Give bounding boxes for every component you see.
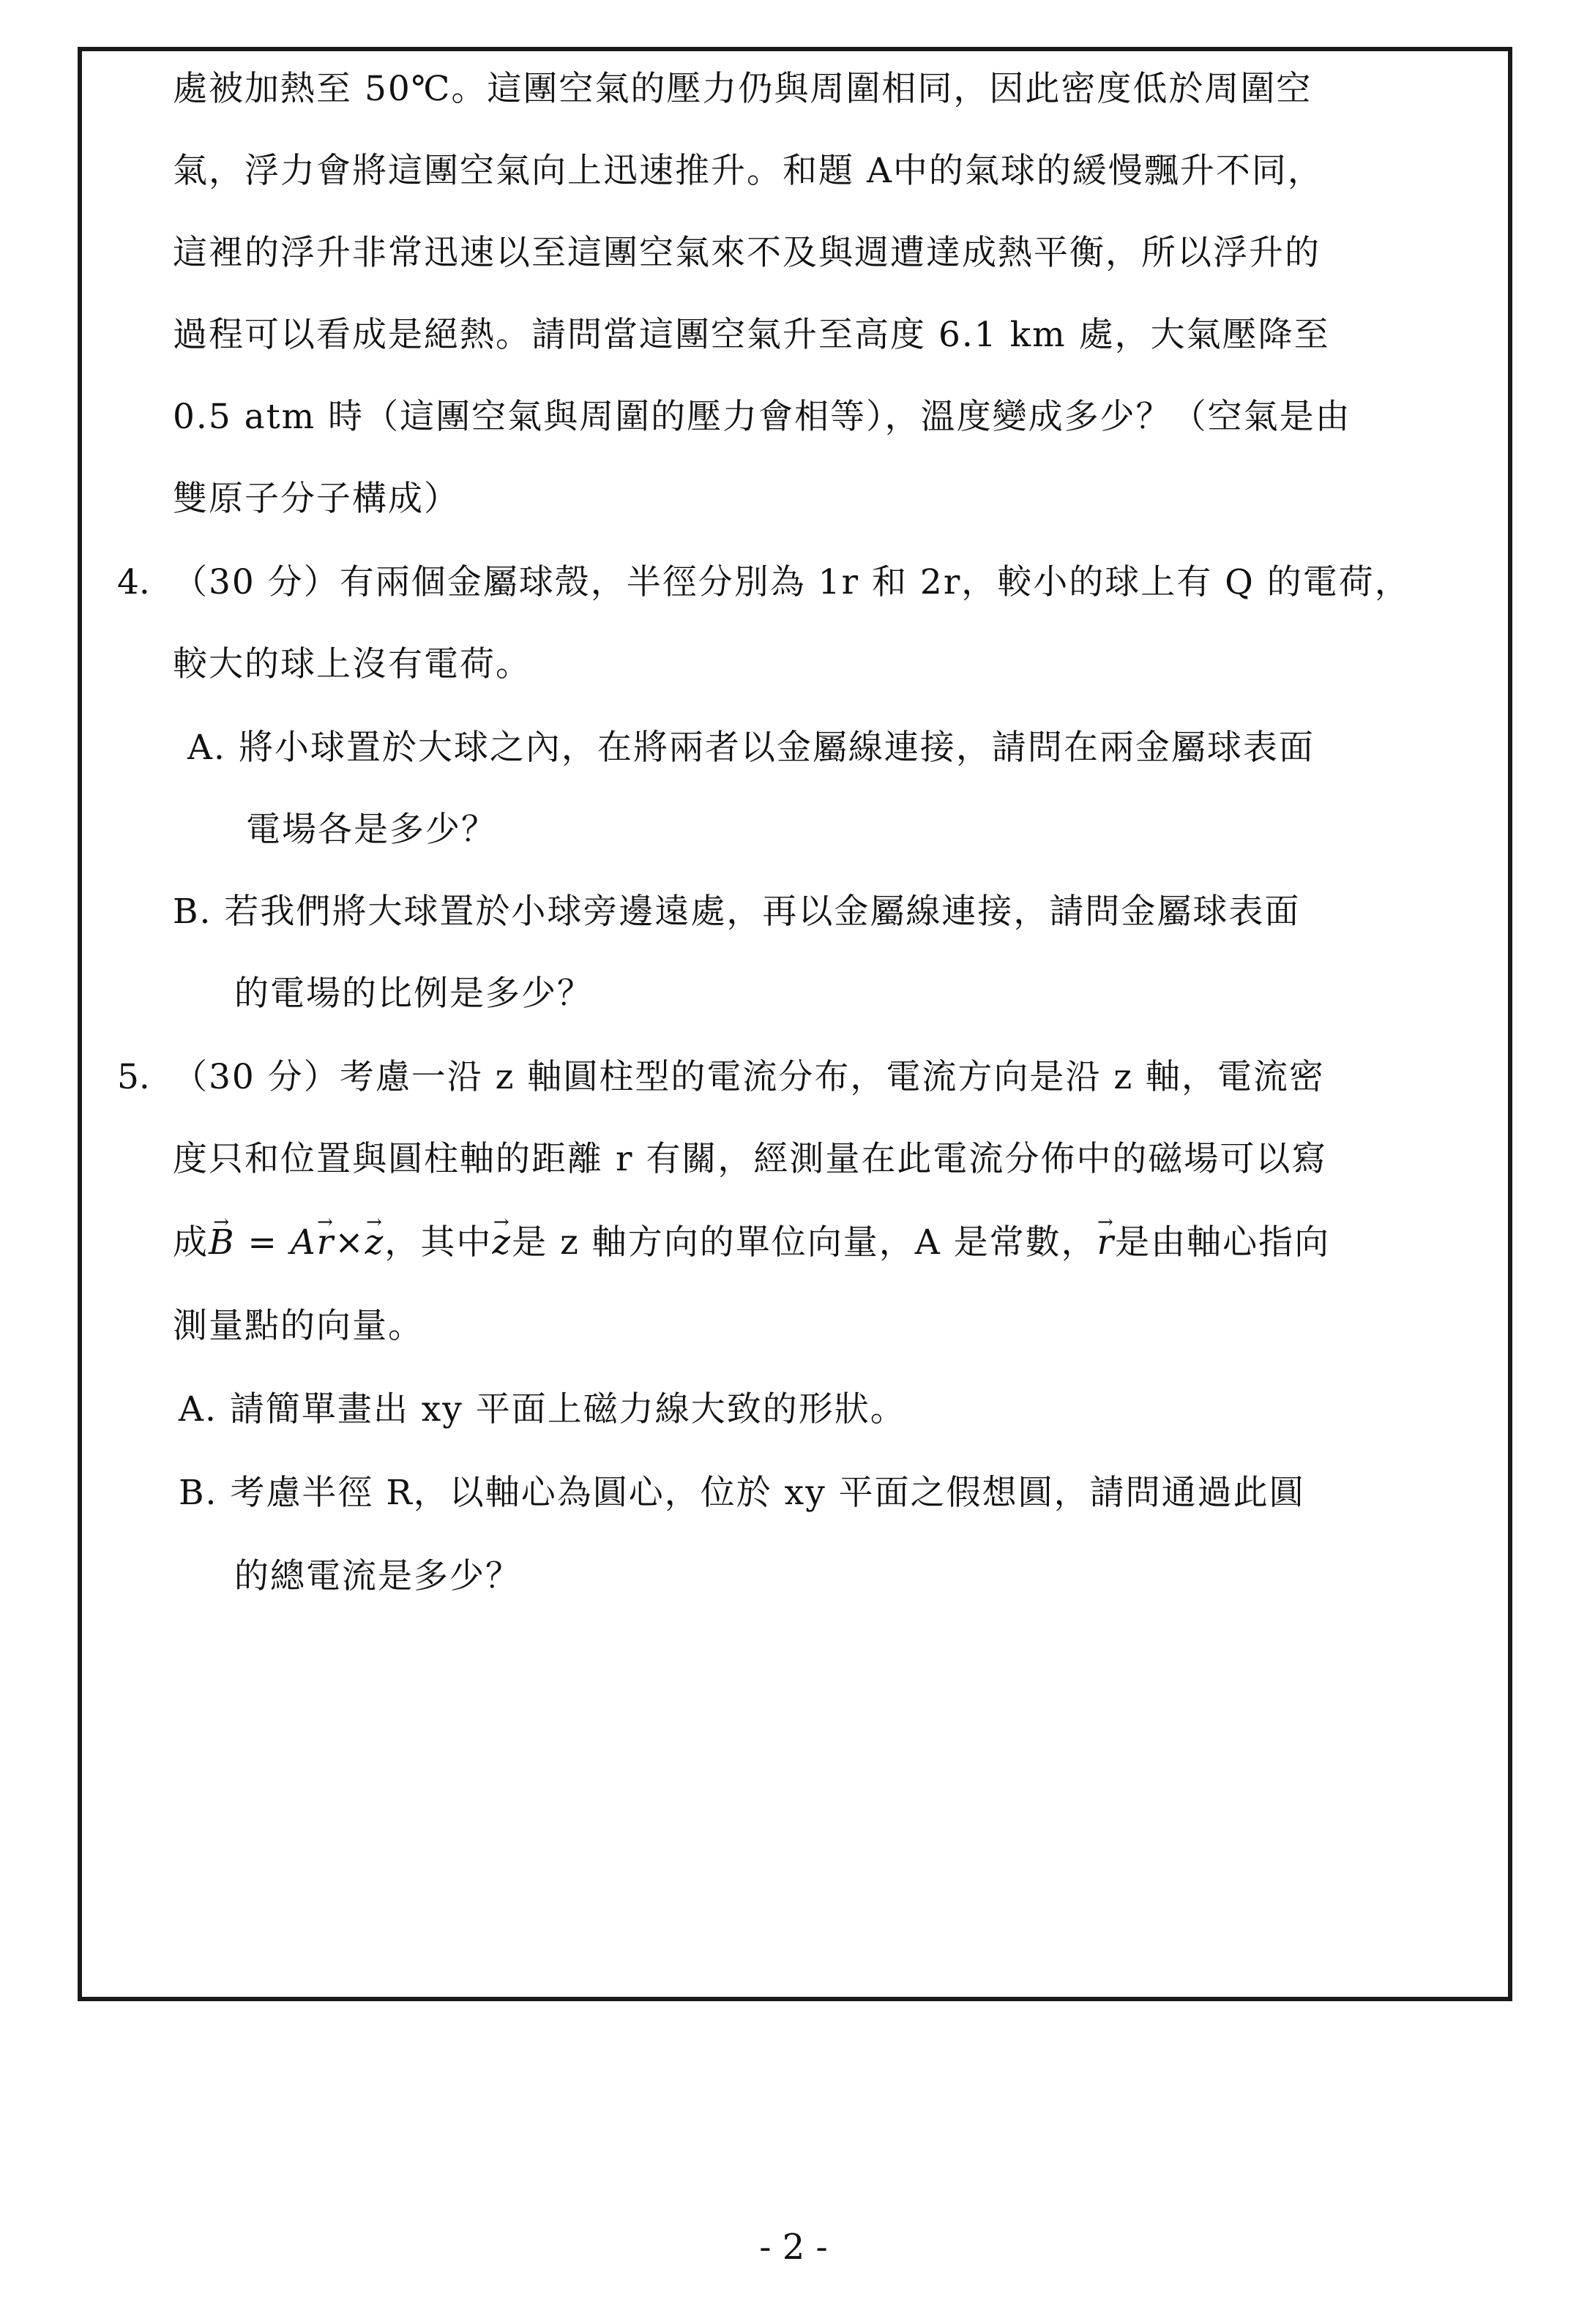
q3-continuation-line-6: 雙原子分子構成） (173, 479, 460, 519)
magnetic-field-formula (209, 1222, 384, 1263)
q4-sub-a-line-2: 電場各是多少？ (246, 810, 497, 850)
q5-line-1: （30 分）考慮一沿 z 軸圓柱型的電流分布，電流方向是沿 z 軸，電流密 (173, 1057, 1326, 1097)
q5-line-3-prefix: 成 (173, 1222, 209, 1263)
vector-r: → r (317, 1221, 335, 1265)
vector-z: → z (365, 1221, 385, 1265)
q3-continuation-line-4: 過程可以看成是絕熱。請問當這團空氣升至高度 6.1 km 處，大氣壓降至 (173, 315, 1330, 355)
q5-line-3-mid-2: 是 z 軸方向的單位向量，A 是常數， (512, 1222, 1097, 1263)
q5-line-2: 度只和位置與圓柱軸的距離 r 有關，經測量在此電流分佈中的磁場可以寫 (173, 1139, 1328, 1179)
page-number: - 2 - (759, 2227, 828, 2268)
q5-line-3-mid-1: ，其中 (384, 1222, 493, 1263)
formula-cross: × (335, 1222, 365, 1263)
q5-sub-a-line-1: A. 請簡單畫出 xy 平面上磁力線大致的形狀。 (179, 1389, 906, 1430)
q5-sub-b-line-1: B. 考慮半徑 R，以軸心為圓心，位於 xy 平面之假想圓，請問通過此圓 (179, 1473, 1305, 1513)
q5-line-4: 測量點的向量。 (173, 1306, 424, 1346)
q4-line-1: （30 分）有兩個金屬球殼，半徑分別為 1r 和 2r，較小的球上有 Q 的電荷， (173, 562, 1411, 602)
vector-B: → B (209, 1221, 236, 1265)
q3-continuation-line-3: 這裡的浮升非常迅速以至這團空氣來不及與週遭達成熱平衡，所以浮升的 (173, 233, 1321, 273)
q3-continuation-line-1: 處被加熱至 50℃。這團空氣的壓力仍與周圍相同，因此密度低於周圍空 (173, 69, 1312, 109)
q5-sub-b-line-2: 的總電流是多少？ (234, 1556, 521, 1596)
q3-continuation-line-2: 氣，浮力會將這團空氣向上迅速推升。和題 A中的氣球的緩慢飄升不同， (173, 151, 1323, 191)
q4-line-2: 較大的球上沒有電荷。 (173, 644, 531, 684)
q5-number: 5. (117, 1057, 150, 1097)
q3-continuation-line-5: 0.5 atm 時（這團空氣與周圍的壓力會相等），溫度變成多少？（空氣是由 (173, 397, 1351, 437)
q4-number: 4. (117, 562, 150, 602)
vector-z-unit: → z (492, 1221, 512, 1265)
q4-sub-a-line-1: A. 將小球置於大球之內，在將兩者以金屬線連接，請問在兩金屬球表面 (187, 728, 1315, 768)
q4-sub-b-line-1: B. 若我們將大球置於小球旁邊遠處，再以金屬線連接，請問金屬球表面 (173, 892, 1301, 932)
q4-sub-b-line-2: 的電場的比例是多少？ (234, 974, 593, 1014)
q5-line-3 (173, 1221, 1330, 1265)
formula-equals-A: = A (235, 1222, 317, 1263)
q5-line-3-suffix: 是由軸心指向 (1115, 1222, 1331, 1263)
vector-r-position: → r (1097, 1221, 1115, 1265)
